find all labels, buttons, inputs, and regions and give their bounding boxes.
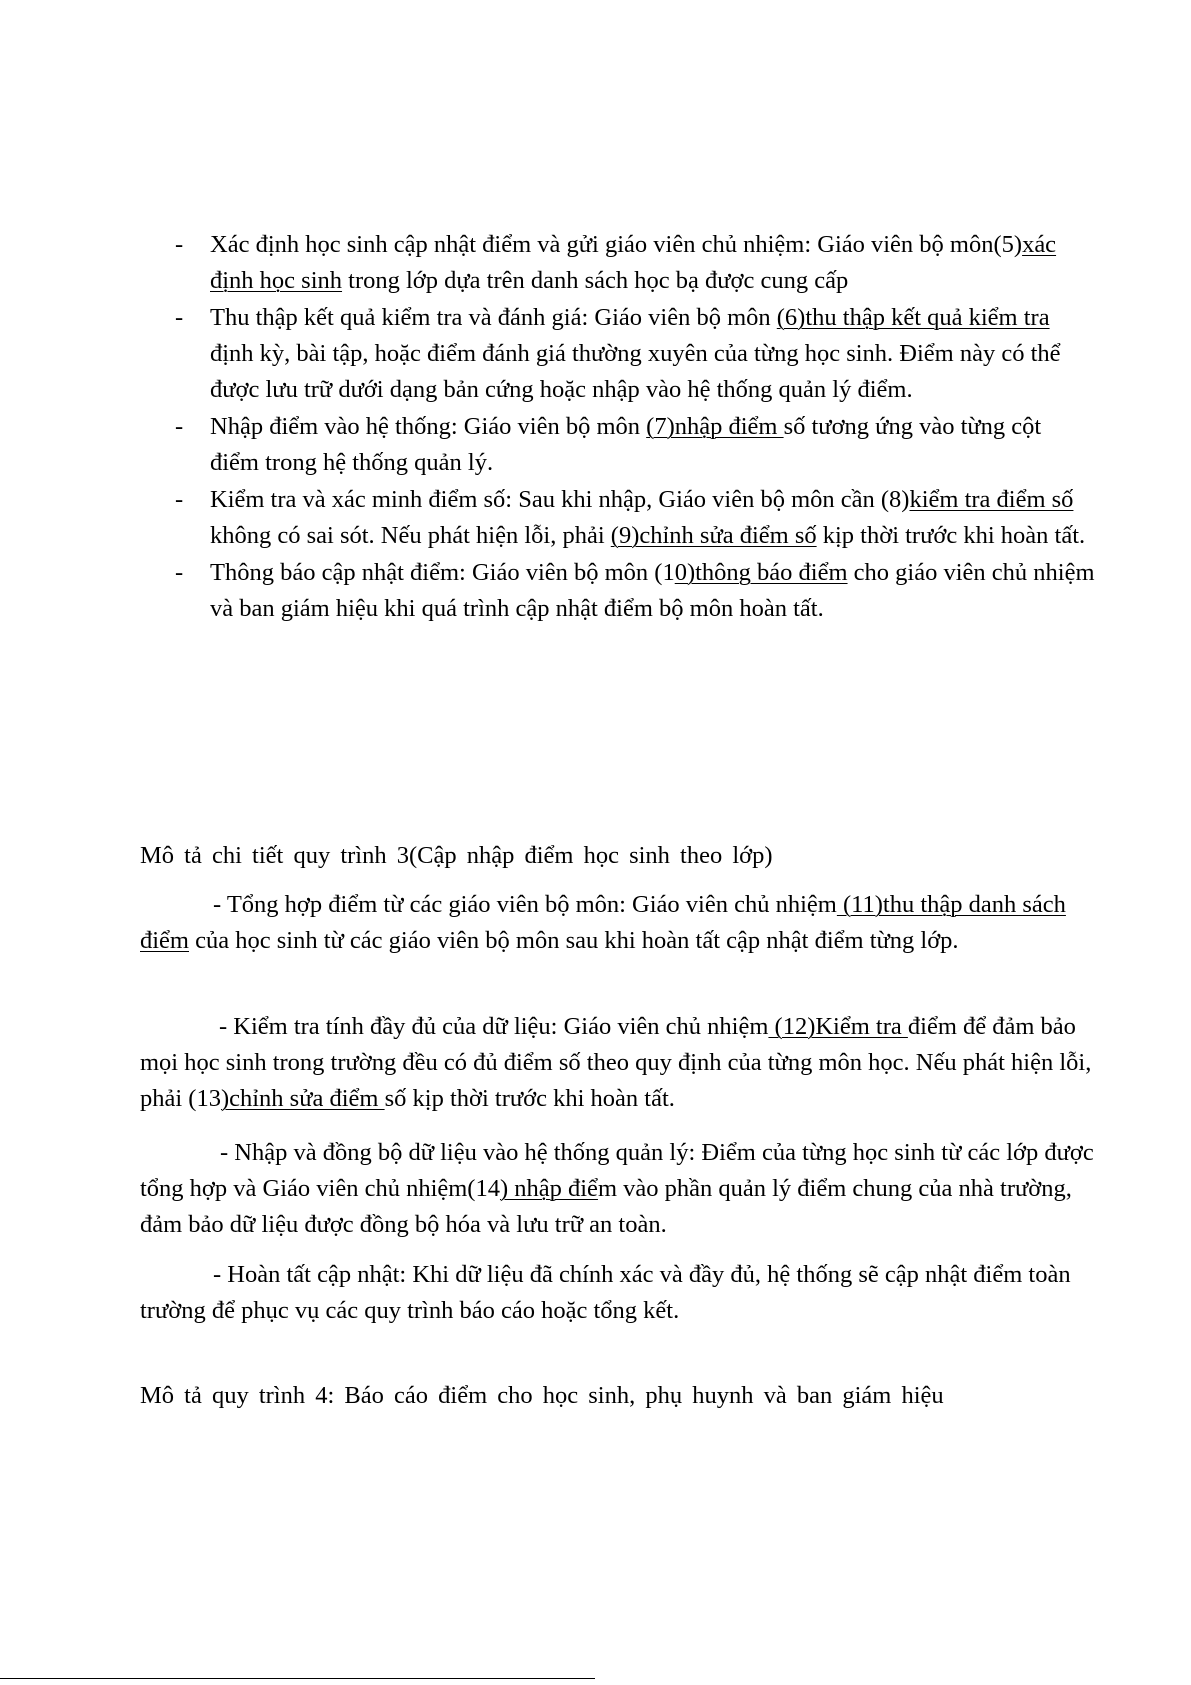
underlined-term: (9)chỉnh sửa điểm số bbox=[610, 522, 817, 549]
bullet-text: trong lớp dựa trên danh sách học bạ được cung cấp bbox=[342, 267, 849, 294]
section-3-paragraph bbox=[140, 1009, 1095, 1117]
bullet-item bbox=[175, 227, 1095, 299]
bullet-dash: - bbox=[175, 486, 184, 513]
bullet-item bbox=[175, 555, 1095, 627]
bullet-item bbox=[175, 409, 1095, 481]
bullet-item bbox=[175, 482, 1095, 554]
section-3-paragraph bbox=[140, 887, 1095, 959]
paragraph-text: của học sinh từ các giáo viên bộ môn sau khi hoàn tất cập nhật điểm từng lớp. bbox=[189, 927, 959, 954]
section-4-heading: Mô tả quy trình 4: Báo cáo điểm cho học sinh, phụ huynh và ban giám hiệu bbox=[140, 1382, 944, 1409]
bullet-dash: - bbox=[175, 304, 184, 331]
paragraph-text: m vào phần quản lý điểm chung của nhà trường, đảm bảo dữ liệu được đồng bộ hóa và lưu trữ an toàn. bbox=[140, 1175, 1072, 1238]
bullet-dash: - bbox=[175, 559, 184, 586]
bullet-text: Thông báo cập nhật điểm: Giáo viên bộ môn (1 bbox=[210, 559, 675, 586]
bullet-text: Thu thập kết quả kiểm tra và đánh giá: Giáo viên bộ môn bbox=[210, 304, 777, 331]
paragraph-text: - Nhập và đồng bộ dữ liệu vào hệ thống quản lý: Điểm của từng học sinh từ các lớp được tổng hợp và Giáo viên chủ nhiệm(14 bbox=[140, 1139, 1094, 1202]
section-3-paragraph bbox=[140, 1135, 1095, 1243]
bullet-text: cho giáo viên chủ nhiệm và ban giám hiệu khi quá trình cập nhật điểm bộ môn hoàn tất. bbox=[210, 559, 1095, 622]
bullet-text: kịp thời trước khi hoàn tất. bbox=[816, 522, 1086, 549]
paragraph-text: điểm để đảm bảo mọi học sinh trong trường đều có đủ điểm số theo quy định của từng môn học. Nếu phát hiện lỗi, phải (13 bbox=[140, 1013, 1092, 1112]
bullet-item bbox=[175, 300, 1095, 408]
section-3-paragraph bbox=[140, 1257, 1095, 1329]
bullet-text: Nhập điểm vào hệ thống: Giáo viên bộ môn bbox=[210, 413, 647, 440]
underlined-term: 0)thông báo điểm bbox=[674, 559, 848, 586]
underlined-term: (11)thu thập danh sách điểm bbox=[140, 891, 1066, 954]
paragraph-text: - Hoàn tất cập nhật: Khi dữ liệu đã chính xác và đầy đủ, hệ thống sẽ cập nhật điểm toàn trường để phục vụ các quy trình báo cáo hoặc tổng kết. bbox=[140, 1261, 1071, 1324]
section-3-heading: Mô tả chi tiết quy trình 3(Cập nhập điểm học sinh theo lớp) bbox=[140, 842, 773, 869]
bullet-dash: - bbox=[175, 231, 184, 258]
paragraph-text: - Kiểm tra tính đầy đủ của dữ liệu: Giáo viên chủ nhiệm bbox=[219, 1013, 769, 1040]
paragraph-text: - Tổng hợp điểm từ các giáo viên bộ môn: Giáo viên chủ nhiệm bbox=[213, 891, 837, 918]
bullet-text: Xác định học sinh cập nhật điểm và gửi giáo viên chủ nhiệm: Giáo viên bộ môn(5) bbox=[210, 231, 1023, 258]
bullet-text: định kỳ, bài tập, hoặc điểm đánh giá thường xuyên của từng học sinh. Điểm này có thể được lưu trữ dưới dạng bản cứng hoặc nhập vào hệ thống quản lý điểm. bbox=[210, 340, 1061, 403]
bullet-text: số tương ứng vào từng cột điểm trong hệ thống quản lý. bbox=[210, 413, 1042, 476]
bullet-text: Kiểm tra và xác minh điểm số: Sau khi nhập, Giáo viên bộ môn cần (8) bbox=[210, 486, 910, 513]
underlined-term: (6)thu thập kết quả kiểm tra bbox=[776, 304, 1050, 331]
underlined-term: ) nhập điể bbox=[499, 1175, 598, 1202]
bullet-text: không có sai sót. Nếu phát hiện lỗi, phải bbox=[210, 522, 611, 549]
underlined-term: (12)Kiểm tra bbox=[768, 1013, 908, 1040]
footnote-divider bbox=[0, 1678, 595, 1679]
bullet-dash: - bbox=[175, 413, 184, 440]
paragraph-text: số kịp thời trước khi hoàn tất. bbox=[384, 1085, 675, 1112]
underlined-term: )chỉnh sửa điểm bbox=[220, 1085, 385, 1112]
underlined-term: (7)nhập điểm bbox=[646, 413, 784, 440]
underlined-term: kiểm tra điểm số bbox=[909, 486, 1074, 513]
underlined-term: xác định học sinh bbox=[210, 231, 1057, 294]
process-steps-list bbox=[175, 227, 1095, 627]
